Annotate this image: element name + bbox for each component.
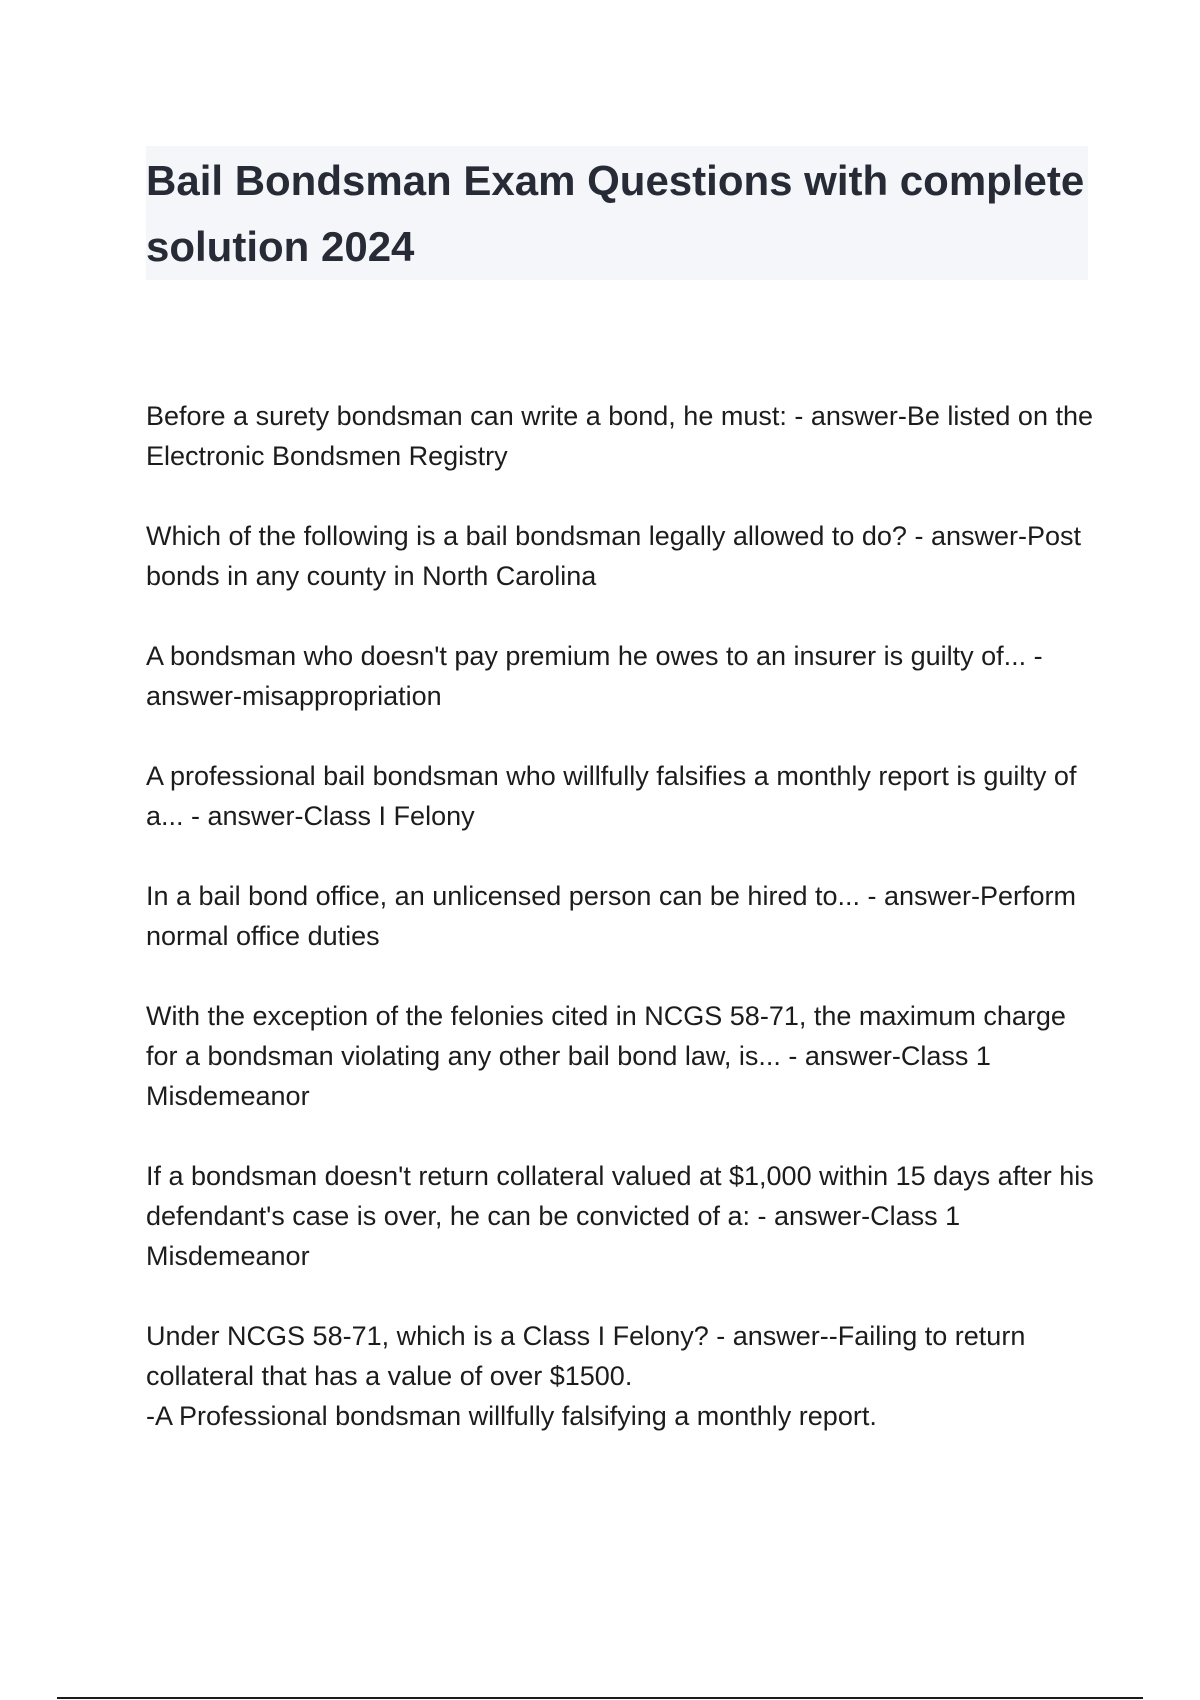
qa-item: A professional bail bondsman who willfully falsifies a monthly report is guilty of a... - answer-Class I Felony	[146, 761, 1077, 831]
qa-item: If a bondsman doesn't return collateral valued at $1,000 within 15 days after his defendant's case is over, he can be convicted of a: - answer-Class 1 Misdemeanor	[146, 1161, 1094, 1271]
footer-divider	[57, 1697, 1143, 1699]
qa-item: Under NCGS 58-71, which is a Class I Felony? - answer--Failing to return collateral that has a value of over $1500. -A Professional bondsman willfully falsifying a monthly report.	[146, 1321, 1026, 1431]
title-block	[146, 146, 1088, 280]
qa-item: With the exception of the felonies cited in NCGS 58-71, the maximum charge for a bondsman violating any other bail bond law, is... - answer-Class 1 Misdemeanor	[146, 1001, 1066, 1111]
qa-item: Which of the following is a bail bondsman legally allowed to do? - answer-Post bonds in any county in North Carolina	[146, 521, 1081, 591]
qa-item: In a bail bond office, an unlicensed person can be hired to... - answer-Perform normal office duties	[146, 881, 1077, 951]
document-title: Bail Bondsman Exam Questions with complete solution 2024	[146, 157, 1085, 270]
qa-list	[146, 396, 1096, 1476]
qa-item: Before a surety bondsman can write a bond, he must: - answer-Be listed on the Electronic Bondsmen Registry	[146, 401, 1094, 471]
qa-item: A bondsman who doesn't pay premium he owes to an insurer is guilty of... - answer-misappropriation	[146, 641, 1043, 711]
